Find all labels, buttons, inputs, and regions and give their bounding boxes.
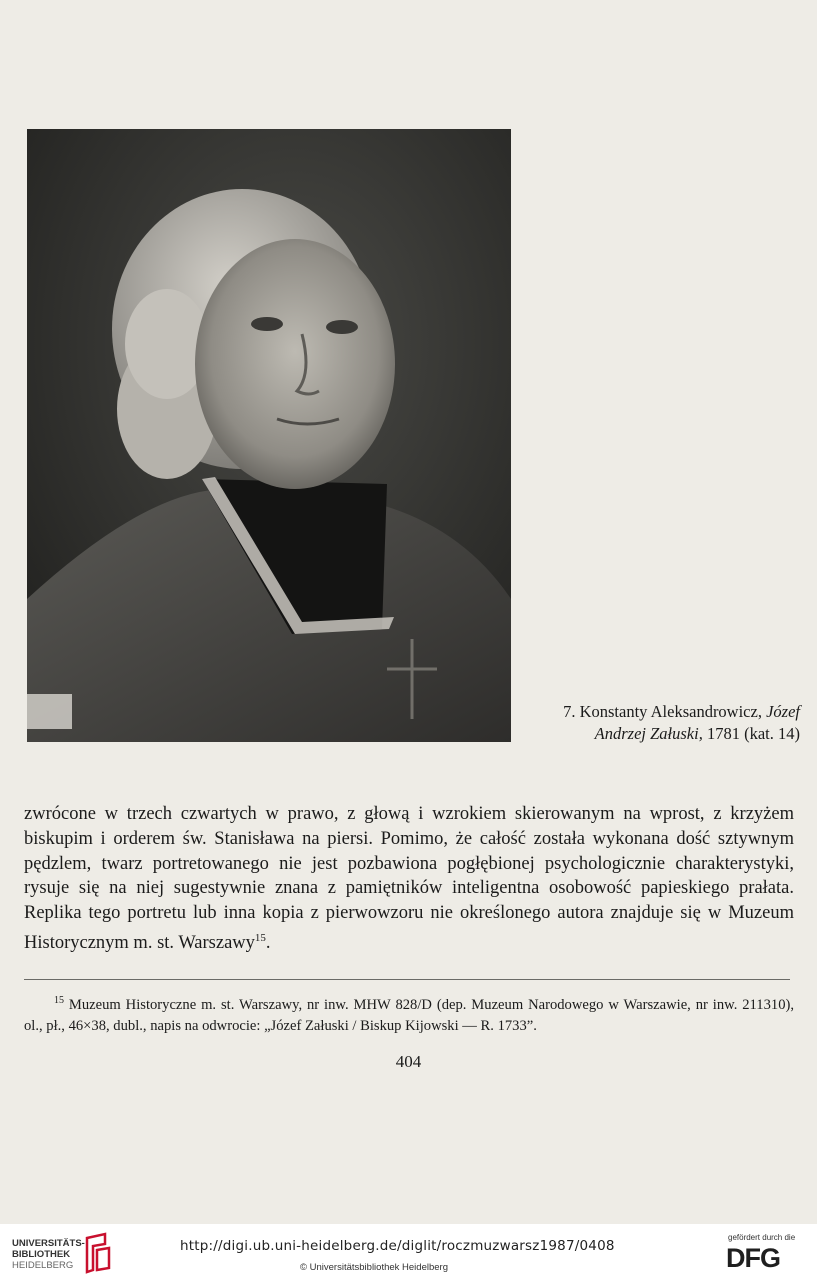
footnote-text: Muzeum Historyczne m. st. Warszawy, nr inw. MHW 828/D (dep. Muzeum Narodowego w Warszawie, nr inw. 211310), ol., pł., 46×38, dubl., napis na odwrocie: „Józef Załuski / Biskup Kijowski — R. 1733”. bbox=[24, 996, 794, 1034]
figure-caption bbox=[522, 701, 800, 745]
footnote-divider bbox=[24, 979, 790, 980]
library-logo-icon[interactable] bbox=[83, 1232, 113, 1279]
body-end: . bbox=[265, 933, 271, 954]
library-line1: UNIVERSITÄTS- bbox=[12, 1238, 85, 1249]
funding-label: gefördert durch die bbox=[728, 1233, 796, 1242]
portrait-painting bbox=[27, 129, 511, 742]
page-number: 404 bbox=[395, 1052, 422, 1071]
library-line3: HEIDELBERG bbox=[12, 1260, 74, 1271]
document-url[interactable]: http://digi.ub.uni-heidelberg.de/diglit/roczmuzwarsz1987/0408 bbox=[180, 1238, 615, 1254]
footnote-reference[interactable]: 15 bbox=[254, 931, 266, 944]
body-paragraph bbox=[24, 802, 794, 956]
caption-ref: (kat. 14) bbox=[744, 724, 800, 743]
footer-bar bbox=[0, 1224, 817, 1283]
copyright-notice: © Universitätsbibliothek Heidelberg bbox=[300, 1262, 448, 1273]
library-name bbox=[12, 1238, 85, 1271]
dfg-logo[interactable]: DFG bbox=[726, 1243, 780, 1273]
footnote-marker: 15 bbox=[54, 995, 64, 1006]
caption-title: Józef Andrzej Załuski, bbox=[594, 702, 800, 743]
caption-artist: Konstanty Aleksandrowicz, bbox=[579, 702, 762, 721]
footnote bbox=[24, 990, 794, 1037]
portrait-illustration bbox=[27, 129, 511, 742]
library-line2: BIBLIOTHEK bbox=[12, 1249, 71, 1260]
body-text: zwrócone w trzech czwartych w prawo, z głową i wzrokiem skierowanym na wprost, z krzyżem biskupim i orderem św. Stanisława na piersi. Pomimo, że całość została wykonana dość sztywnym pędzlem, twarz portretowanego nie jest pozbawiona pogłębionej psychologicznie charakterystyki, rysuje się na niej sugestywnie znana z pamiętników inteligentna osobowość papieskiego prałata. Replika tego portretu lub inna kopia z pierwowzoru nie określonego autora znajduje się w Muzeum Historycznym m. st. Warszawy bbox=[24, 804, 794, 954]
caption-number: 7. bbox=[563, 702, 576, 721]
caption-date: 1781 bbox=[706, 724, 740, 743]
